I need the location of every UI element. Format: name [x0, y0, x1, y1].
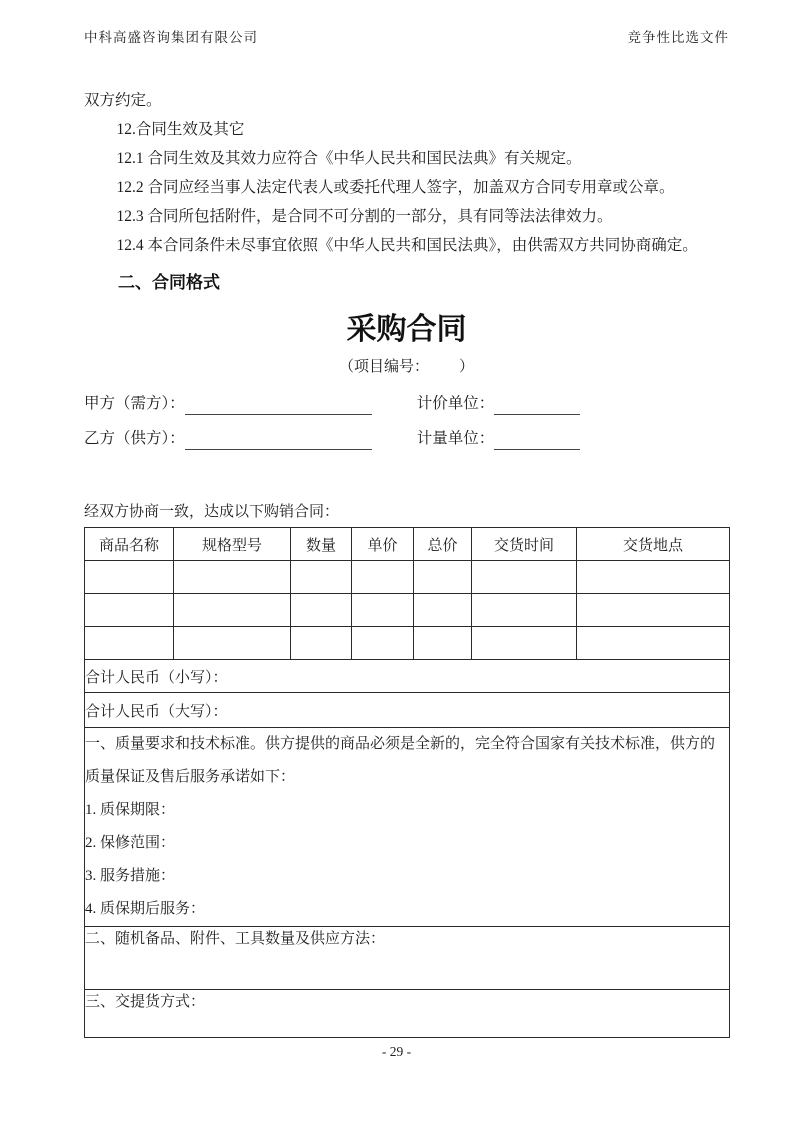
total-uppercase-row — [85, 693, 730, 728]
table-header-row — [85, 528, 730, 561]
contract-title: 采购合同 — [346, 313, 467, 346]
measure-unit-label: 计量单位： — [416, 430, 495, 447]
pricing-unit-blank-line — [494, 396, 580, 415]
section-heading-contract-format: 二、合同格式 — [118, 273, 220, 292]
clause-12-2: 12.2 合同应经当事人法定代表人或委托代理人签字，加盖双方合同专用章或公章。 — [116, 179, 675, 196]
total-uppercase-label: 合计人民币（大写）： — [85, 693, 730, 728]
col-header-product-name: 商品名称 — [85, 528, 174, 561]
total-lowercase-label: 合计人民币（小写）： — [85, 660, 730, 693]
quality-item-service-measures: 3. 服务措施： — [85, 868, 176, 884]
spare-parts-clause: 二、随机备品、附件、工具数量及供应方法： — [85, 927, 730, 990]
table-row — [85, 561, 730, 594]
party-b-row — [84, 428, 729, 450]
quality-clause-row — [85, 728, 730, 927]
quality-item-repair-scope: 2. 保修范围： — [85, 835, 176, 851]
clause-12-3: 12.3 合同所包括附件，是合同不可分割的一部分，具有同等法法律效力。 — [116, 208, 613, 225]
header-doc-type: 竞争性比选文件 — [627, 30, 729, 45]
pricing-unit-label: 计价单位： — [416, 395, 495, 412]
table-row — [85, 627, 730, 660]
col-header-delivery-time: 交货时间 — [472, 528, 577, 561]
measure-unit-blank-line — [494, 431, 580, 450]
col-header-unit-price: 单价 — [352, 528, 414, 561]
col-header-total-price: 总价 — [414, 528, 472, 561]
purchase-contract-table — [84, 527, 730, 1038]
agreement-line: 经双方协商一致，达成以下购销合同： — [84, 504, 340, 520]
delivery-clause-row — [85, 990, 730, 1038]
clause-12-1: 12.1 合同生效及其效力应符合《中华人民共和国民法典》有关规定。 — [116, 150, 582, 167]
total-lowercase-row — [85, 660, 730, 693]
quality-item-post-warranty-service: 4. 质保期后服务： — [85, 901, 206, 917]
paragraph-intro: 双方约定。 — [84, 92, 162, 109]
clause-12-4: 12.4 本合同条件未尽事宜依照《中华人民共和国民法典》，由供需双方共同协商确定。 — [116, 237, 698, 254]
party-a-row — [84, 393, 729, 415]
delivery-clause: 三、交提货方式： — [85, 990, 730, 1038]
col-header-delivery-place: 交货地点 — [577, 528, 730, 561]
header-company-name: 中科高盛咨询集团有限公司 — [84, 30, 258, 45]
quality-item-warranty-period: 1. 质保期限： — [85, 802, 176, 818]
party-b-label: 乙方（供方）： — [84, 430, 185, 447]
spare-parts-clause-row — [85, 927, 730, 990]
page-number: - 29 - — [381, 1044, 412, 1059]
table-row — [85, 594, 730, 627]
clause-12: 12.合同生效及其它 — [116, 121, 245, 138]
project-number-line: （项目编号： ） — [338, 359, 474, 375]
quality-clause-intro: 一、质量要求和技术标准。供方提供的商品必须是全新的，完全符合国家有关技术标准，供方的质量保证及售后服务承诺如下： — [85, 736, 716, 785]
col-header-quantity: 数量 — [291, 528, 352, 561]
page-header — [84, 26, 729, 46]
party-b-blank-line — [185, 431, 372, 450]
party-a-blank-line — [185, 396, 372, 415]
col-header-spec-model: 规格型号 — [174, 528, 291, 561]
clause-body — [84, 86, 729, 260]
party-a-label: 甲方（需方）： — [84, 395, 185, 412]
